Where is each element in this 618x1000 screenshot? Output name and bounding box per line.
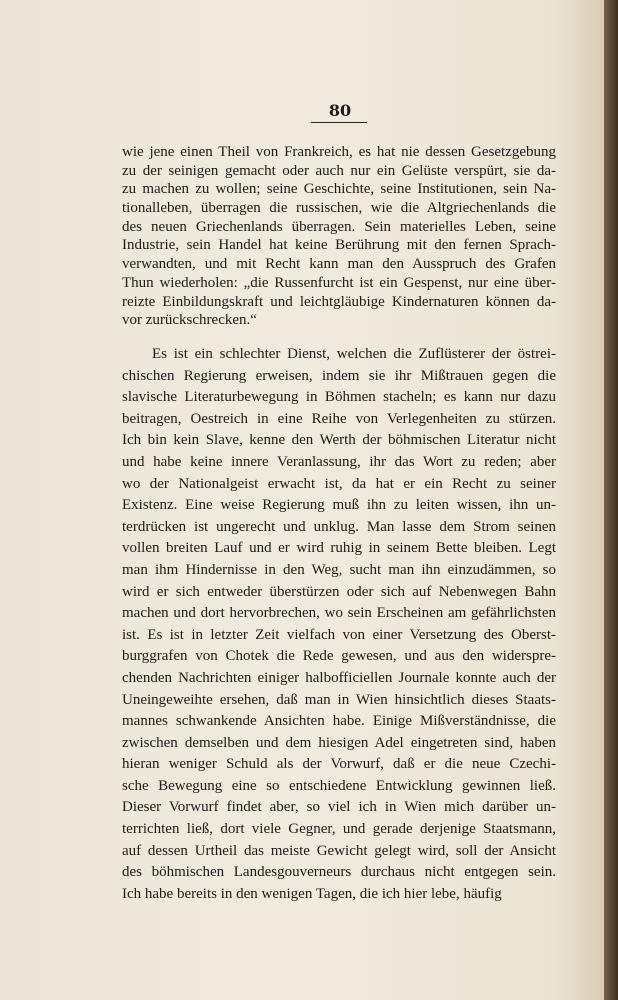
text-line: und habe keine innere Veranlassung, ihr das Wort zu reden; aber [122,453,556,470]
text-line: des neuen Griechenlands überragen. Sein materielles Leben, seine [122,218,556,235]
text-line: ist. Es ist in letzter Zeit vielfach von einer Versetzung des Oberst- [122,626,556,643]
text-line: Uneingeweihte ersehen, daß man in Wien hinsichtlich dieses Staats- [122,691,556,708]
page-number: 80 [328,101,352,120]
text-line: zwischen demselben und dem hiesigen Adel eingetreten sind, haben [122,734,556,751]
text-line: auf dessen Urtheil das meiste Gewicht gelegt wird, soll der Ansicht [122,842,556,859]
text-line: man ihm Hindernisse in den Weg, sucht man ihn einzudämmen, so [122,561,556,578]
text-line: sche Bewegung eine so entschiedene Entwicklung gewinnen ließ. [122,777,556,794]
paragraph-2 [122,344,556,905]
text-line: verwandten, und mit Recht kann man den Ausspruch des Grafen [122,256,556,273]
text-line: burggrafen von Chotek die Rede gewesen, und aus den widerspre- [122,648,556,665]
text-line: tionalleben, überragen die russischen, wie die Altgriechenlands die [122,200,556,217]
text-line: mannes schwankende Ansichten habe. Einige Mißverständnisse, die [122,713,556,730]
text-line: vollen breiten Lauf und er wird ruhig in seinem Bette bleiben. Legt [122,540,556,557]
text-line: machen und dort hervorbrechen, wo sein Erscheinen am gefährlichsten [122,605,556,622]
text-line: wo der Nationalgeist erwacht ist, da hat er ein Recht zu seiner [122,475,556,492]
text-line: hieran weniger Schuld als der Vorwurf, daß er die neue Czechi- [122,756,556,773]
text-line: terdrücken ist ungerecht und unklug. Man lasse dem Strom seinen [122,518,556,535]
text-line: wie jene einen Theil von Frankreich, es hat nie dessen Gesetzgebung [122,144,556,160]
text-line: Es ist ein schlechter Dienst, welchen die Zuflüsterer der östrei- [152,346,556,362]
text-line: chischen Regierung erweisen, indem sie ihr Mißtrauen gegen die [122,367,556,384]
text-line: slavische Literaturbewegung in Böhmen stacheln; es kann nur dazu [122,389,556,406]
text-line: terrichten ließ, dort viele Gegner, und gerade derjenige Staatsmann, [122,821,556,838]
text-line: des böhmischen Landesgouverneurs durchaus nicht entgegen sein. [122,864,556,881]
paragraph-1 [122,143,556,330]
text-line: beitragen, Oestreich in eine Reihe von Verlegenheiten zu stürzen. [122,410,556,427]
text-line: wird er sich entweder überstürzen oder sich auf Nebenwegen Bahn [122,583,556,600]
text-line: Existenz. Eine weise Regierung muß ihn zu leiten wissen, ihn un- [122,497,556,514]
page-number-rule [311,122,367,123]
text-line: Ich bin kein Slave, kenne den Werth der böhmischen Literatur nicht [122,432,556,449]
text-line: zu machen zu wollen; seine Geschichte, seine Institutionen, sein Na- [122,181,556,198]
text-line: vor zurückschrecken.“ [122,312,257,329]
text-line: Ich habe bereits in den wenigen Tagen, die ich hier lebe, häufig [122,885,502,902]
text-line: Industrie, sein Handel hat keine Berührung mit den fernen Sprach- [122,237,556,254]
text-line: Dieser Vorwurf findet aber, so viel ich in Wien mich darüber un- [122,799,556,816]
text-line: Thun wiederholen: „die Russenfurcht ist ein Gespenst, nur eine über- [122,274,556,291]
scan-edge [604,0,618,1000]
text-line: zu der seinigen gemacht oder auch nur ein Gelüste verspürt, sie da- [122,162,556,179]
text-line: chenden Nachrichten einiger halbofficiellen Journale konnte auch der [122,669,556,686]
text-line: reizte Einbildungskraft und leichtgläubige Kindernaturen können da- [122,293,556,310]
